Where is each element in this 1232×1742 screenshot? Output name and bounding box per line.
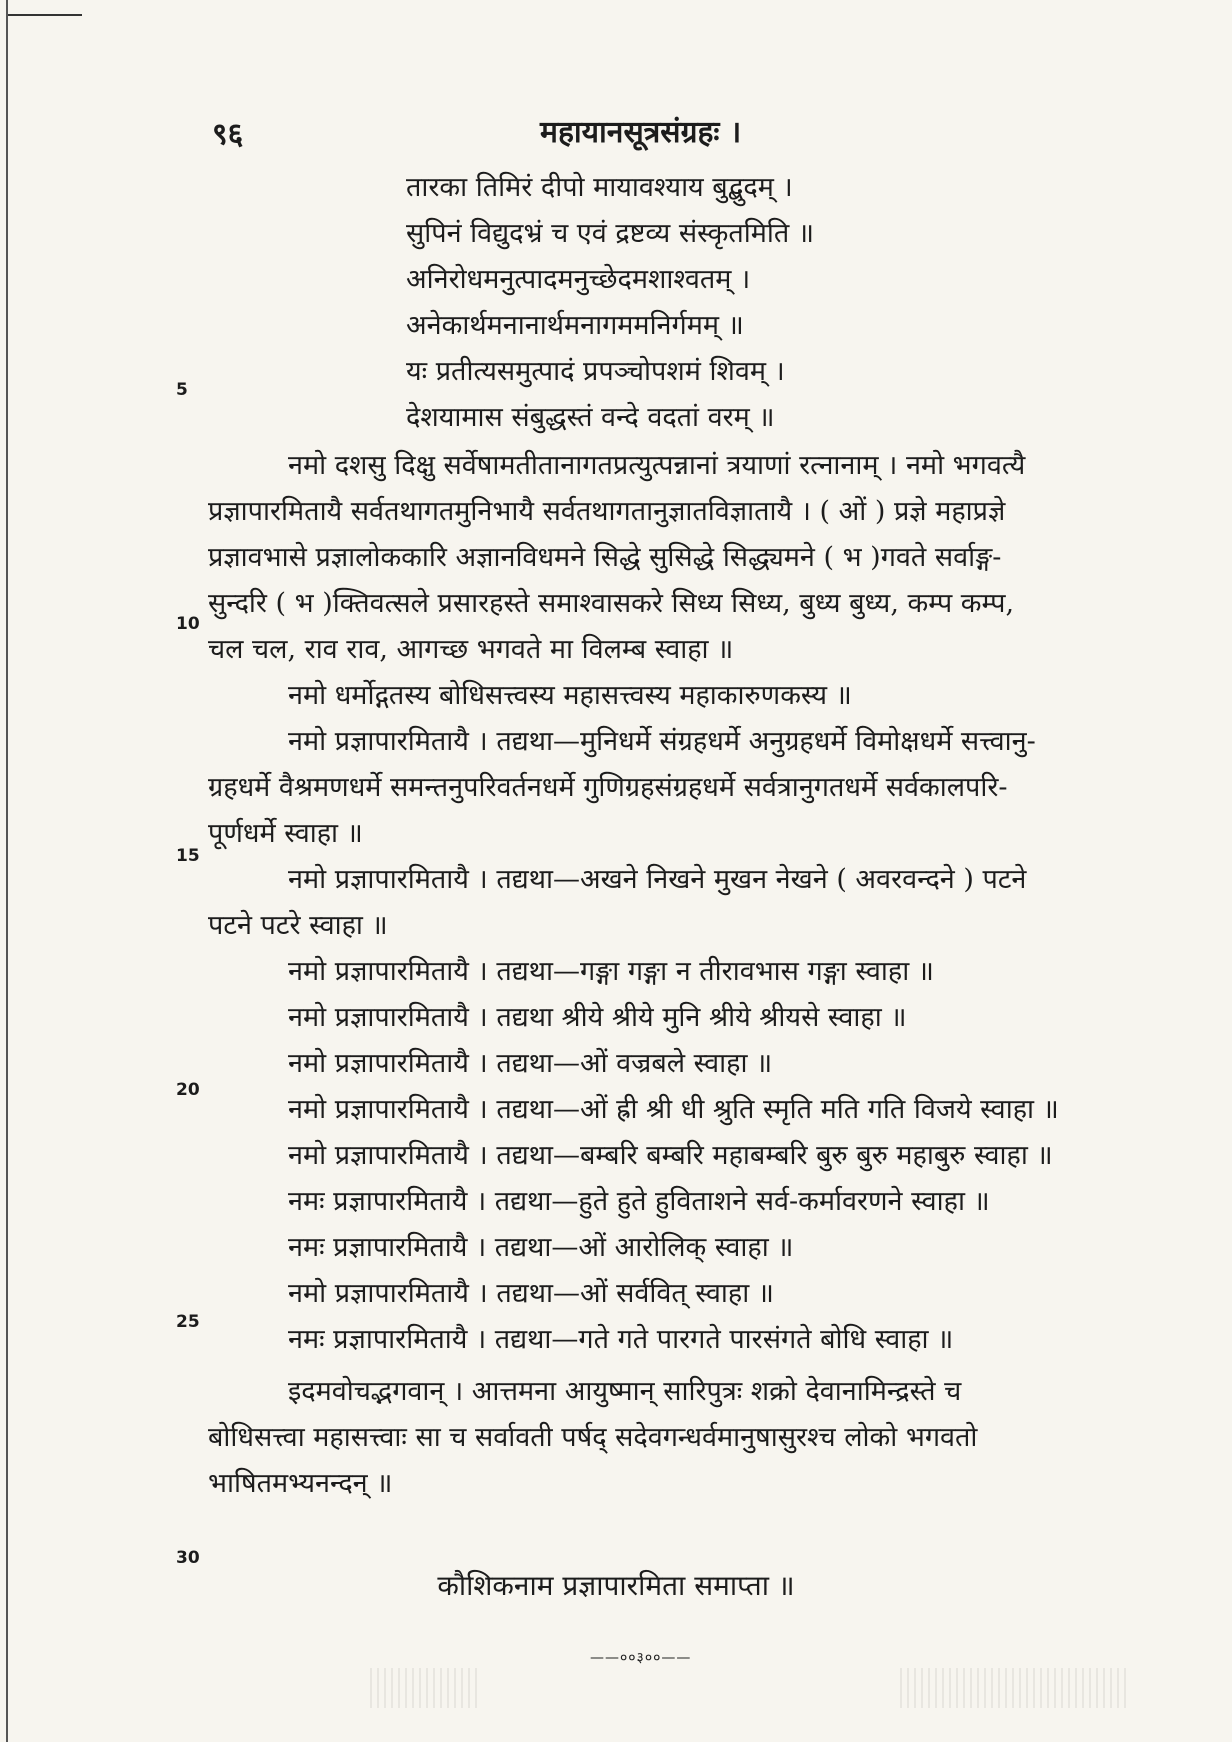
margin-line-number: 5 [176, 380, 188, 400]
margin-line-number: 15 [176, 846, 200, 866]
text-line: नमो प्रज्ञापारमितायै । तद्यथा—मुनिधर्मे संग्रहधर्मे अनुग्रहधर्मे विमोक्षधर्मे सत्त्वानु- [288, 726, 1036, 757]
margin-line-number: 25 [176, 1312, 200, 1332]
text-line: नमो प्रज्ञापारमितायै । तद्यथा—अखने निखने मुखन नेखने ( अवरवन्दने ) पटने [288, 864, 1027, 895]
text-line: चल चल, राव राव, आगच्छ भगवते मा विलम्ब स्वाहा ॥ [208, 634, 734, 665]
text-line: नमो दशसु दिक्षु सर्वेषामतीतानागतप्रत्युत्पन्नानां त्रयाणां रत्नानाम् । नमो भगवत्यै [288, 450, 1026, 481]
text-line: इदमवोचद्भगवान् । आत्तमना आयुष्मान् सारिपुत्रः शक्रो देवानामिन्द्रस्ते च [288, 1376, 962, 1407]
mantra-line: नमो प्रज्ञापारमितायै । तद्यथा—बम्बरि बम्बरि महाबम्बरि बुरु बुरु महाबुरु स्वाहा ॥ [288, 1140, 1053, 1171]
verse-line: देशयामास संबुद्धस्तं वन्दे वदतां वरम् ॥ [406, 402, 775, 433]
verse-line: यः प्रतीत्यसमुत्पादं प्रपञ्चोपशमं शिवम् । [406, 356, 785, 387]
verse-line: अनेकार्थमनानार्थमनागममनिर्गमम् ॥ [406, 310, 744, 341]
text-line: सुन्दरि ( भ )क्तिवत्सले प्रसारहस्ते समाश्वासकरे सिध्य सिध्य, बुध्य बुध्य, कम्प कम्प, [208, 588, 1015, 619]
margin-line-number: 20 [176, 1080, 200, 1100]
page-number: ९६ [212, 117, 244, 152]
mantra-line: नमः प्रज्ञापारमितायै । तद्यथा—गते गते पारगते पारसंगते बोधि स्वाहा ॥ [288, 1324, 954, 1355]
top-rule [6, 14, 82, 16]
text-line: बोधिसत्त्वा महासत्त्वाः सा च सर्वावती पर्षद् सदेवगन्धर्वमानुषासुरश्च लोको भगवतो [208, 1422, 978, 1453]
mantra-line: नमो प्रज्ञापारमितायै । तद्यथा—गङ्गा गङ्गा न तीरावभास गङ्गा स्वाहा ॥ [288, 956, 934, 987]
margin-line-number: 30 [176, 1548, 200, 1568]
text-line: पूर्णधर्मे स्वाहा ॥ [208, 818, 363, 849]
ornamental-divider: ——००३००—— [590, 1650, 692, 1666]
mantra-line: नमो प्रज्ञापारमितायै । तद्यथा—ओं वज्रबले स्वाहा ॥ [288, 1048, 773, 1079]
mantra-line: नमो प्रज्ञापारमितायै । तद्यथा—ओं ह्री श्री धी श्रुति स्मृति मति गति विजये स्वाहा ॥ [288, 1094, 1059, 1125]
verse-line: अनिरोधमनुत्पादमनुच्छेदमशाश्वतम् । [406, 264, 751, 295]
text-line: नमो धर्मोद्गतस्य बोधिसत्त्वस्य महासत्त्वस्य महाकारुणकस्य ॥ [288, 680, 852, 711]
text-line: ग्रहधर्मे वैश्रमणधर्मे समन्तनुपरिवर्तनधर्मे गुणिग्रहसंग्रहधर्मे सर्वत्रानुगतधर्मे सर्वकालपरि- [208, 772, 1008, 803]
margin-line-number: 10 [176, 614, 200, 634]
mantra-line: नमः प्रज्ञापारमितायै । तद्यथा—ओं आरोलिक् स्वाहा ॥ [288, 1232, 794, 1263]
text-line: प्रज्ञावभासे प्रज्ञालोककारि अज्ञानविधमने सिद्धे सुसिद्धे सिद्ध्यमने ( भ )गवते सर्वाङ्ग- [208, 542, 1002, 573]
text-line: भाषितमभ्यनन्दन् ॥ [208, 1468, 393, 1499]
running-title: महायानसूत्रसंग्रहः । [540, 115, 742, 150]
colophon: कौशिकनाम प्रज्ञापारमिता समाप्ता ॥ [437, 1569, 795, 1602]
text-line: पटने पटरे स्वाहा ॥ [208, 910, 388, 941]
mantra-line: नमः प्रज्ञापारमितायै । तद्यथा—हुते हुते हुविताशने सर्व-कर्मावरणने स्वाहा ॥ [288, 1186, 990, 1217]
mantra-line: नमो प्रज्ञापारमितायै । तद्यथा श्रीये श्रीये मुनि श्रीये श्रीयसे स्वाहा ॥ [288, 1002, 907, 1033]
scan-noise [370, 1668, 480, 1708]
scan-noise [900, 1668, 1130, 1708]
text-line: प्रज्ञापारमितायै सर्वतथागतमुनिभायै सर्वतथागतानुज्ञातविज्ञातायै । ( ओं ) प्रज्ञे महाप्रज्ञे [208, 496, 1006, 527]
mantra-line: नमो प्रज्ञापारमितायै । तद्यथा—ओं सर्ववित् स्वाहा ॥ [288, 1278, 774, 1309]
verse-line: तारका तिमिरं दीपो मायावश्याय बुद्बुदम् । [406, 172, 793, 203]
page-edge [6, 0, 8, 1742]
verse-line: सुपिनं विद्युदभ्रं च एवं द्रष्टव्य संस्कृतमिति ॥ [406, 218, 815, 249]
